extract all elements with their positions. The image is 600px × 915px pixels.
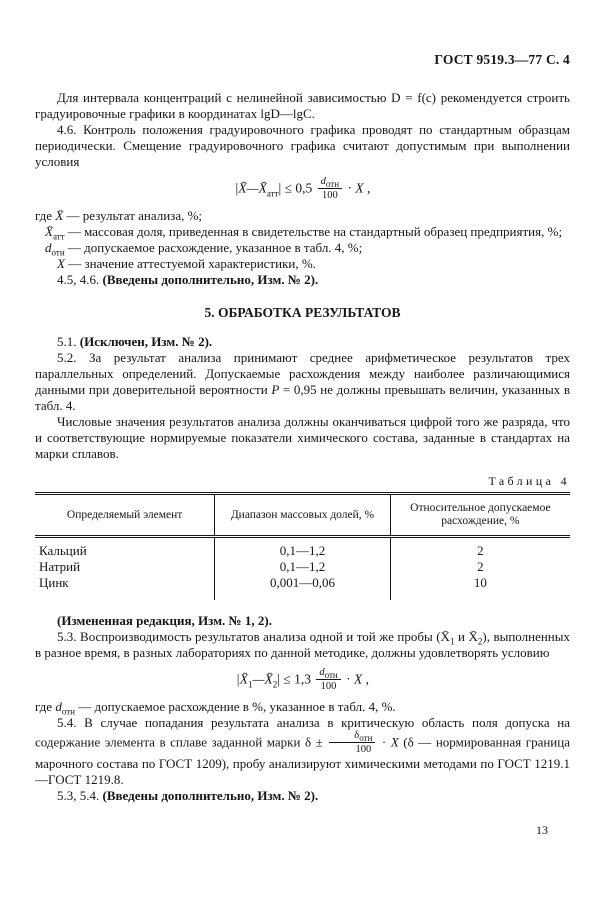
- table-row: [35, 559, 570, 575]
- amendment-4-5-4-6: 4.5, 4.6. (Введены дополнительно, Изм. № 2).: [57, 272, 319, 287]
- paragraph-5-4: 5.4. В случае попадания результата анализа в критическую область поля допуска на содержание элемента в сплаве заданной марки δ ± $\frac{\delta_{отн}}{100}$ · X (δ — нормированная граница марочного состава по ГОСТ 1209), пробу анализируют химическими методами по ГОСТ 1219.1—ГОСТ 1219.8.: [35, 715, 570, 787]
- table-row: [35, 537, 570, 560]
- section-title: 5. ОБРАБОТКА РЕЗУЛЬТАТОВ: [204, 305, 401, 320]
- fraction: $\frac{d_{отн}}{100}$: [316, 176, 344, 201]
- paragraph-5-3: 5.3. Воспроизводимость результатов анализа одной и той же пробы ($X̄_1$ и $X̄_2$), выполненных в разное время, в разных лабораториях по данной методике, должны удовлетворять условию: [35, 629, 570, 660]
- amendment-revision: (Измененная редакция, Изм. № 1, 2).: [57, 613, 272, 628]
- definitions-list: [35, 208, 570, 288]
- paragraph-intro: Для интервала концентраций с нелинейной зависимостью D = f(c) рекомендуется строить градуировочные графики в координатах lgD—lgC.: [35, 90, 570, 121]
- table-cell: Цинк: [39, 575, 69, 590]
- where-d-otn-line: где $d_{отн}$ — допускаемое расхождение в %, указанное в табл. 4, %.: [35, 699, 396, 717]
- table-cell: 10: [390, 575, 570, 600]
- formula-reproducibility: $|X̄_1—X̄_2| \le 1,3$ $\frac{d_{отн}}{100}$ · X ,: [236, 667, 369, 692]
- table-cell: 0,1—1,2: [215, 559, 390, 575]
- paragraph-4-6: 4.6. Контроль положения градуировочного графика проводят по стандартным образцам периодически. Смещение градуировочного графика считают допустимым при выполнении условия: [35, 122, 570, 169]
- table-header-row: [35, 494, 570, 537]
- table-cell: 2: [390, 537, 570, 560]
- table-4: [35, 492, 570, 600]
- table-header-cell: Определяемый элемент: [35, 494, 215, 537]
- table-cell: Кальций: [39, 543, 87, 558]
- paragraph-5-2: 5.2. За результат анализа принимают среднее арифметическое результатов трех параллельных определений. Допускаемые расхождения между наиболее различающимися данными при доверительной вероятности P = 0,95 не должны превышать величин, указанных в табл. 4.: [35, 350, 571, 413]
- page-header: ГОСТ 9519.3—77 С. 4: [434, 52, 570, 67]
- table-cell: Натрий: [39, 559, 81, 574]
- amendment-5-3-5-4: 5.3, 5.4. (Введены дополнительно, Изм. № 2).: [57, 788, 319, 803]
- definition-x-mean: где X̄ — результат анализа, %;: [35, 208, 203, 223]
- table-header-cell: Относительное допускаемое расхождение, %: [390, 494, 570, 537]
- definition-x-att: $X̄_{атт}$ — массовая доля, приведенная в свидетельстве на стандартный образец предприятия, %;: [45, 224, 563, 242]
- table-cell: 2: [390, 559, 570, 575]
- page-number: 13: [536, 823, 548, 837]
- definition-x: X — значение аттестуемой характеристики, %.: [57, 256, 316, 271]
- formula-graph-control: $|X̄—X̄_{атт}| \le 0,5$ $\frac{d_{отн}}{100}$ · X ,: [234, 176, 371, 201]
- fraction: $\frac{d_{отн}}{100}$: [314, 667, 342, 692]
- definition-d-otn: $d_{отн}$ — допускаемое расхождение, указанное в табл. 4, %;: [45, 240, 363, 258]
- table-label: Таблица 4: [488, 474, 570, 488]
- paragraph-5-1: 5.1. (Исключен, Изм. № 2).: [57, 334, 213, 349]
- table-row: [35, 575, 570, 600]
- table-header-cell: Диапазон массовых долей, %: [215, 494, 390, 537]
- paragraph-numeric-values: Числовые значения результатов анализа должны оканчиваться цифрой того же разряда, что и соответствующие нормируемые показатели химического состава, заданные в стандартах на марки сплавов.: [35, 414, 570, 461]
- table-cell: 0,001—0,06: [215, 575, 390, 600]
- table-cell: 0,1—1,2: [215, 537, 390, 560]
- fraction: $\frac{\delta_{отн}}{100}$: [327, 730, 377, 755]
